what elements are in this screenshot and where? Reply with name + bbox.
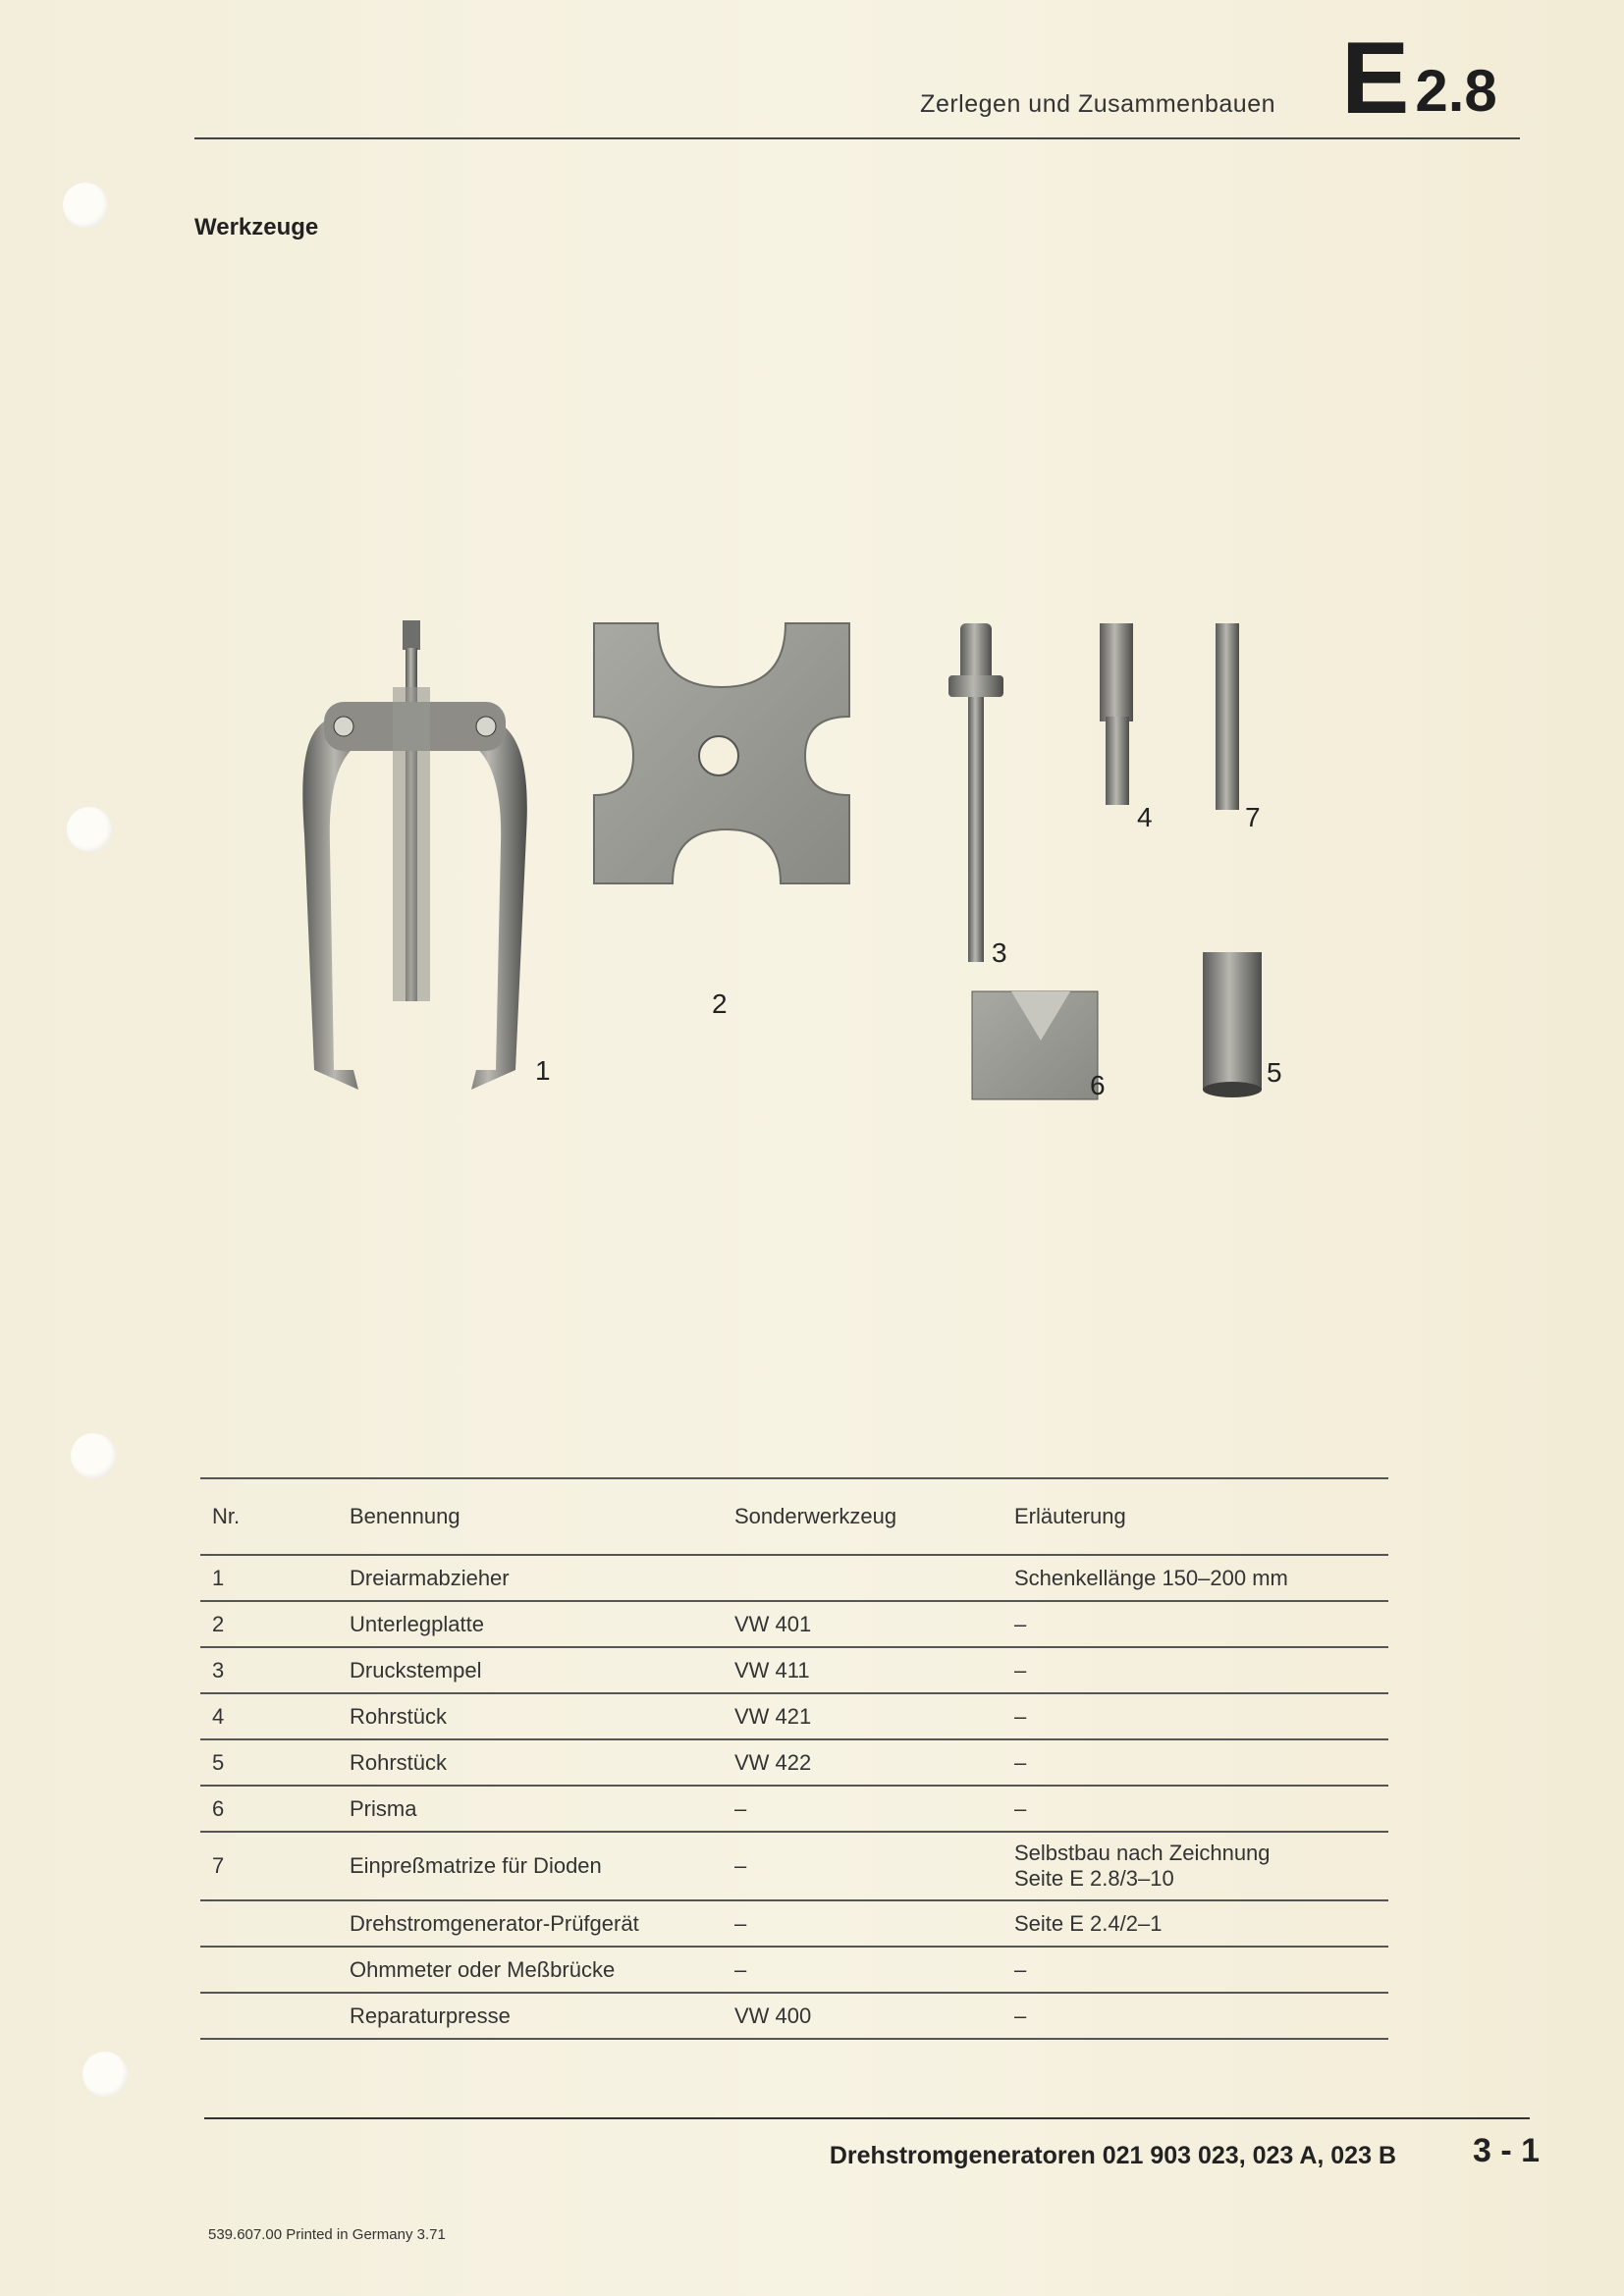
cell-name: Dreiarmabzieher: [350, 1555, 734, 1601]
header-title: Zerlegen und Zusammenbauen: [920, 90, 1275, 118]
cell-tool: –: [734, 1900, 1014, 1947]
cell-tool: VW 422: [734, 1739, 1014, 1786]
cell-nr: 6: [200, 1786, 350, 1832]
cell-note: Schenkellänge 150–200 mm: [1014, 1555, 1388, 1601]
cell-note: –: [1014, 1693, 1388, 1739]
cell-note: –: [1014, 1647, 1388, 1693]
print-note: 539.607.00 Printed in Germany 3.71: [208, 2226, 446, 2243]
cell-note-line2: Seite E 2.8/3–10: [1014, 1866, 1174, 1891]
cell-nr: [200, 1993, 350, 2039]
table-row: [200, 1993, 1388, 2039]
table-row: [200, 1693, 1388, 1739]
cell-tool: –: [734, 1947, 1014, 1993]
tools-illustration: [295, 609, 1326, 1119]
table-row: [200, 1786, 1388, 1832]
cell-note: –: [1014, 1947, 1388, 1993]
cell-name: Unterlegplatte: [350, 1601, 734, 1647]
diode-press-die-tool: [1216, 623, 1261, 832]
section-subtitle: Werkzeuge: [194, 214, 319, 240]
binder-hole: [63, 183, 108, 228]
cell-nr: 3: [200, 1647, 350, 1693]
cell-tool: –: [734, 1832, 1014, 1900]
cell-name: Reparaturpresse: [350, 1993, 734, 2039]
footer-title: Drehstromgeneratoren 021 903 023, 023 A, 023 B: [829, 2142, 1396, 2169]
puller-tool: [302, 620, 550, 1090]
prism-tool: [972, 991, 1106, 1100]
table-header-row: [200, 1478, 1388, 1555]
cell-note: [1014, 1832, 1388, 1900]
cell-nr: 2: [200, 1601, 350, 1647]
col-header-note: Erläuterung: [1014, 1478, 1388, 1555]
cell-note: –: [1014, 1993, 1388, 2039]
figure-label-4: 4: [1137, 802, 1153, 832]
cell-note: –: [1014, 1786, 1388, 1832]
cell-nr: [200, 1947, 350, 1993]
cell-name: Rohrstück: [350, 1693, 734, 1739]
section-number: 2.8: [1415, 58, 1497, 124]
cell-name: Einpreßmatrize für Dioden: [350, 1832, 734, 1900]
cell-nr: 7: [200, 1832, 350, 1900]
binder-hole: [71, 1433, 116, 1478]
col-header-nr: Nr.: [200, 1478, 350, 1555]
cell-note: Seite E 2.4/2–1: [1014, 1900, 1388, 1947]
table-row: [200, 1647, 1388, 1693]
tools-photo: [295, 609, 1326, 1119]
table-row: [200, 1555, 1388, 1601]
header-rule: [194, 137, 1520, 139]
figure-label-1: 1: [535, 1055, 551, 1086]
cell-tool: VW 401: [734, 1601, 1014, 1647]
cell-note: –: [1014, 1601, 1388, 1647]
cell-nr: 5: [200, 1739, 350, 1786]
figure-label-5: 5: [1267, 1057, 1282, 1088]
cell-note: –: [1014, 1739, 1388, 1786]
cell-name: Druckstempel: [350, 1647, 734, 1693]
cell-name: Prisma: [350, 1786, 734, 1832]
cell-tool: VW 421: [734, 1693, 1014, 1739]
figure-label-3: 3: [992, 937, 1007, 968]
cell-name: Ohmmeter oder Meßbrücke: [350, 1947, 734, 1993]
col-header-tool: Sonderwerkzeug: [734, 1478, 1014, 1555]
tools-table: [200, 1477, 1388, 2040]
binder-hole: [67, 807, 112, 852]
section-letter: E: [1341, 22, 1410, 135]
table-row: [200, 1947, 1388, 1993]
cell-tool: –: [734, 1786, 1014, 1832]
table-row: [200, 1900, 1388, 1947]
cell-nr: 4: [200, 1693, 350, 1739]
cell-nr: [200, 1900, 350, 1947]
binder-hole: [82, 2052, 128, 2097]
figure-label-7: 7: [1245, 802, 1261, 832]
section-code: [1341, 22, 1497, 135]
figure-label-6: 6: [1090, 1070, 1106, 1100]
col-header-name: Benennung: [350, 1478, 734, 1555]
tube-piece-5-tool: [1203, 952, 1282, 1097]
cell-name: Drehstromgenerator-Prüfgerät: [350, 1900, 734, 1947]
table-row: [200, 1601, 1388, 1647]
press-punch-tool: [948, 623, 1007, 968]
cell-tool: VW 411: [734, 1647, 1014, 1693]
cell-note-line1: Selbstbau nach Zeichnung: [1014, 1841, 1271, 1865]
figure-label-2: 2: [712, 988, 728, 1019]
page-number: 3 - 1: [1473, 2132, 1541, 2169]
footer-rule: [204, 2117, 1530, 2119]
table-row: [200, 1739, 1388, 1786]
tube-piece-4-tool: [1100, 623, 1153, 832]
cell-tool: VW 400: [734, 1993, 1014, 2039]
cell-tool: [734, 1555, 1014, 1601]
cell-nr: 1: [200, 1555, 350, 1601]
table-row: [200, 1832, 1388, 1900]
base-plate-tool: [594, 623, 849, 1019]
cell-name: Rohrstück: [350, 1739, 734, 1786]
